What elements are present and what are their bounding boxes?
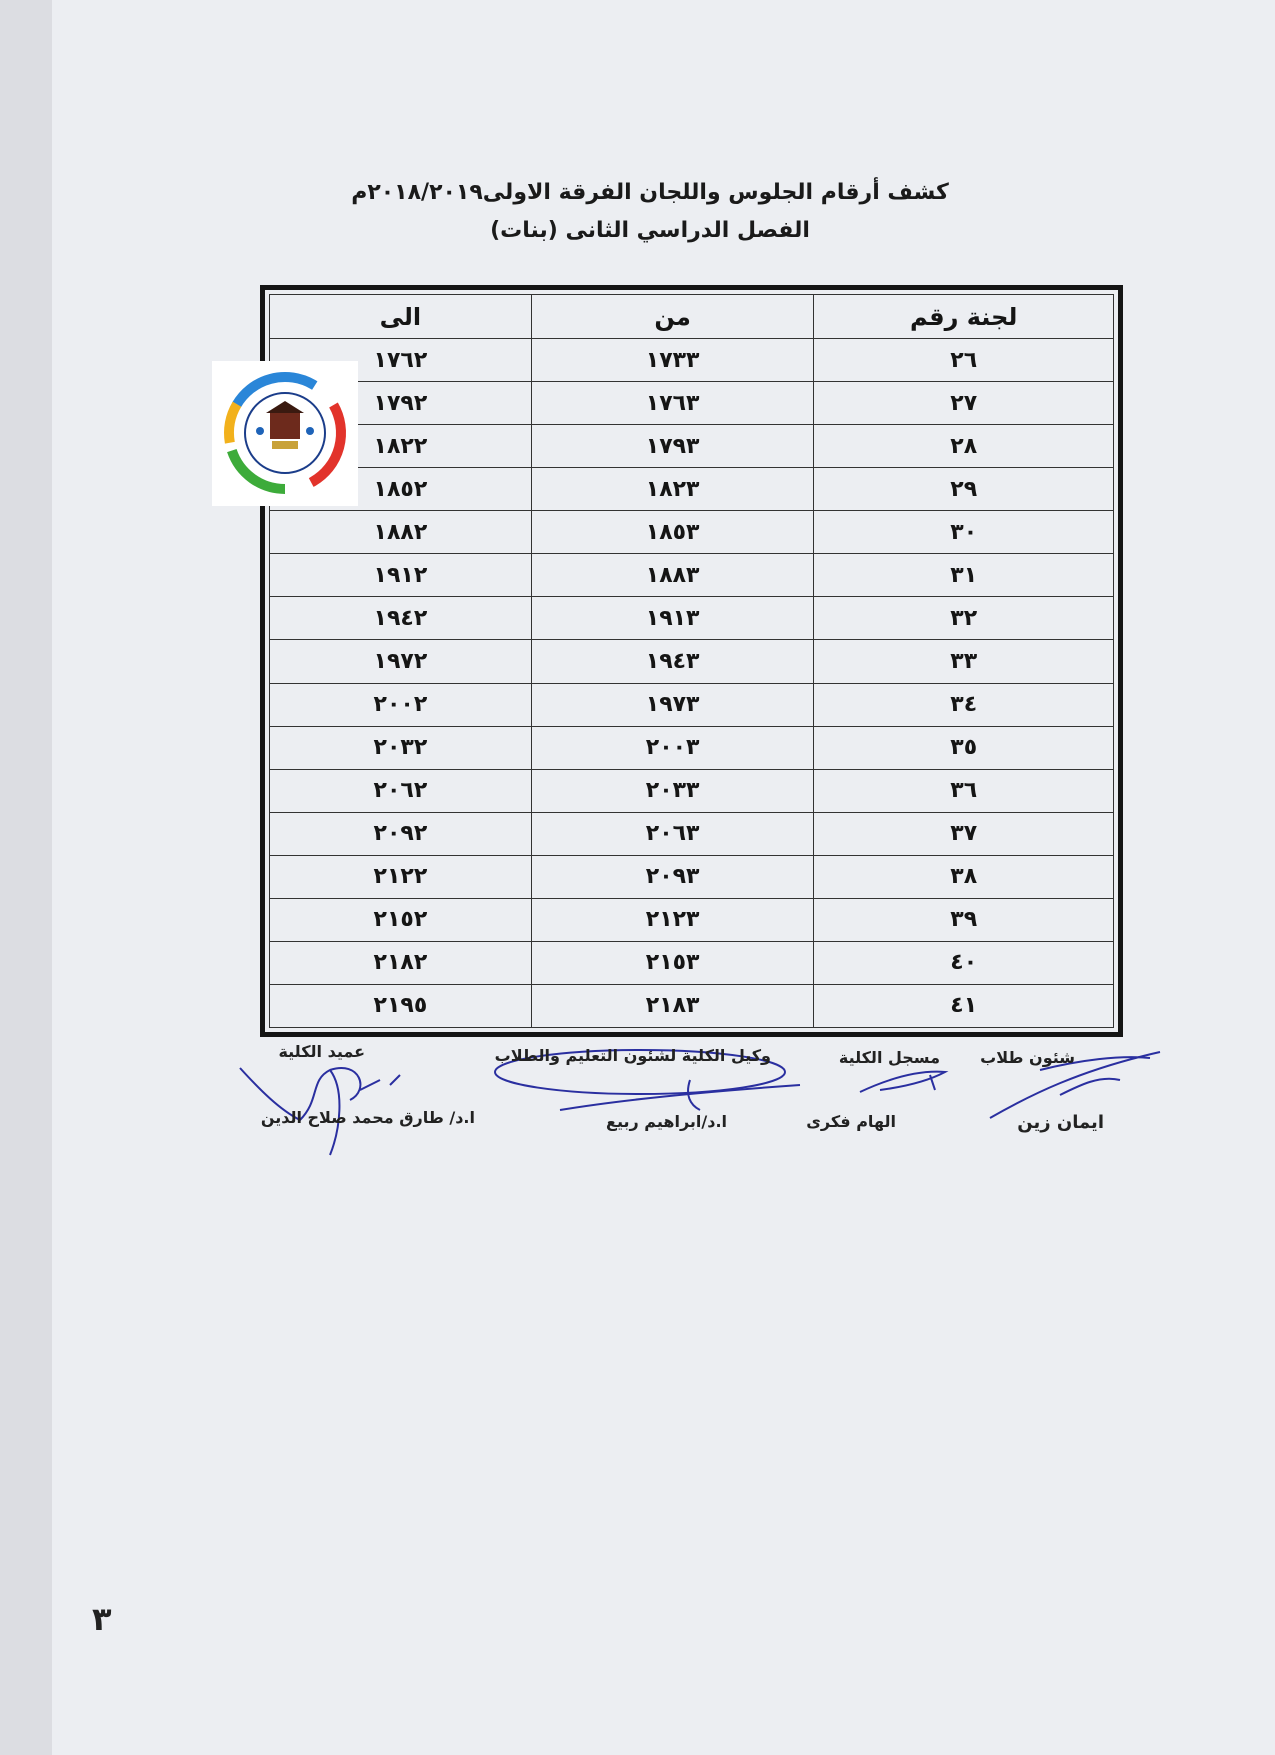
- document-title: كشف أرقام الجلوس واللجان الفرقة الاولى٢٠١٨/٢٠١٩م: [351, 180, 949, 205]
- cell-from: ١٧٦٣: [531, 382, 814, 425]
- document-subtitle: الفصل الدراسي الثانى (بنات): [490, 218, 810, 243]
- cell-from: ١٨٢٣: [531, 468, 814, 511]
- cell-from: ٢٠٣٣: [531, 769, 814, 812]
- table-row: [270, 726, 1114, 769]
- seating-table-frame: [260, 285, 1123, 1037]
- cell-to: ١٨٨٢: [270, 511, 532, 554]
- signature-name-dean: ا.د/ طارق محمد صلاح الدين: [260, 1108, 475, 1127]
- cell-to: ٢٠٣٢: [270, 726, 532, 769]
- cell-from: ١٧٣٣: [531, 339, 814, 382]
- cell-committee: ٢٦: [814, 339, 1114, 382]
- signature-title-student-affairs: شئون طلاب: [980, 1048, 1075, 1067]
- table-row: [270, 425, 1114, 468]
- table-row: [270, 898, 1114, 941]
- cell-committee: ٢٩: [814, 468, 1114, 511]
- cell-from: ١٧٩٣: [531, 425, 814, 468]
- table-row: [270, 812, 1114, 855]
- cell-from: ٢١٢٣: [531, 898, 814, 941]
- cell-from: ١٨٥٣: [531, 511, 814, 554]
- cell-from: ١٩٧٣: [531, 683, 814, 726]
- cell-committee: ٣٦: [814, 769, 1114, 812]
- cell-from: ٢١٨٣: [531, 984, 814, 1027]
- cell-from: ٢١٥٣: [531, 941, 814, 984]
- cell-committee: ٣٣: [814, 640, 1114, 683]
- cell-to: ١٨٢٢: [270, 425, 532, 468]
- cell-to: ١٩٤٢: [270, 597, 532, 640]
- table-row: [270, 683, 1114, 726]
- header-to: الى: [270, 295, 532, 339]
- college-logo-icon: [212, 361, 358, 506]
- table-header-row: [270, 295, 1114, 339]
- cell-to: ٢٠٦٢: [270, 769, 532, 812]
- cell-committee: ٢٧: [814, 382, 1114, 425]
- cell-to: ١٩١٢: [270, 554, 532, 597]
- header-from: من: [531, 295, 814, 339]
- signature-name-student-affairs: ايمان زين: [1017, 1112, 1104, 1133]
- table-row: [270, 468, 1114, 511]
- cell-committee: ٣٧: [814, 812, 1114, 855]
- signature-name-registrar: الهام فكرى: [806, 1112, 896, 1131]
- college-logo: [212, 361, 358, 506]
- cell-committee: ٣٨: [814, 855, 1114, 898]
- cell-committee: ٤٠: [814, 941, 1114, 984]
- cell-from: ١٩٤٣: [531, 640, 814, 683]
- cell-to: ٢١٥٢: [270, 898, 532, 941]
- cell-committee: ٣٠: [814, 511, 1114, 554]
- cell-committee: ٢٨: [814, 425, 1114, 468]
- cell-to: ١٧٦٢: [270, 339, 532, 382]
- table-row: [270, 855, 1114, 898]
- cell-to: ١٨٥٢: [270, 468, 532, 511]
- cell-from: ٢٠٠٣: [531, 726, 814, 769]
- cell-from: ٢٠٩٣: [531, 855, 814, 898]
- cell-to: ١٩٧٢: [270, 640, 532, 683]
- table-row: [270, 597, 1114, 640]
- cell-committee: ٤١: [814, 984, 1114, 1027]
- cell-committee: ٣٤: [814, 683, 1114, 726]
- cell-committee: ٣٢: [814, 597, 1114, 640]
- signature-title-registrar: مسجل الكلية: [838, 1048, 940, 1067]
- signature-title-dean: عميد الكلية: [278, 1042, 365, 1061]
- cell-committee: ٣٩: [814, 898, 1114, 941]
- table-row: [270, 382, 1114, 425]
- page-number: ٣: [92, 1600, 112, 1638]
- signature-name-vice-dean: ا.د/ابراهيم ربيع: [606, 1112, 727, 1131]
- table-row: [270, 984, 1114, 1027]
- cell-from: ١٩١٣: [531, 597, 814, 640]
- cell-from: ١٨٨٣: [531, 554, 814, 597]
- table-row: [270, 554, 1114, 597]
- cell-to: ٢١٨٢: [270, 941, 532, 984]
- cell-from: ٢٠٦٣: [531, 812, 814, 855]
- table-row: [270, 640, 1114, 683]
- cell-committee: ٣١: [814, 554, 1114, 597]
- table-row: [270, 941, 1114, 984]
- cell-to: ٢١٢٢: [270, 855, 532, 898]
- cell-to: ٢١٩٥: [270, 984, 532, 1027]
- table-row: [270, 339, 1114, 382]
- cell-to: ١٧٩٢: [270, 382, 532, 425]
- cell-to: ٢٠٩٢: [270, 812, 532, 855]
- seating-table: [269, 294, 1114, 1028]
- header-committee: لجنة رقم: [814, 295, 1114, 339]
- signature-title-vice-dean: وكيل الكلية لشئون التعليم والطلاب: [494, 1046, 771, 1065]
- table-row: [270, 511, 1114, 554]
- cell-to: ٢٠٠٢: [270, 683, 532, 726]
- table-row: [270, 769, 1114, 812]
- scan-edge: [0, 0, 52, 1755]
- cell-committee: ٣٥: [814, 726, 1114, 769]
